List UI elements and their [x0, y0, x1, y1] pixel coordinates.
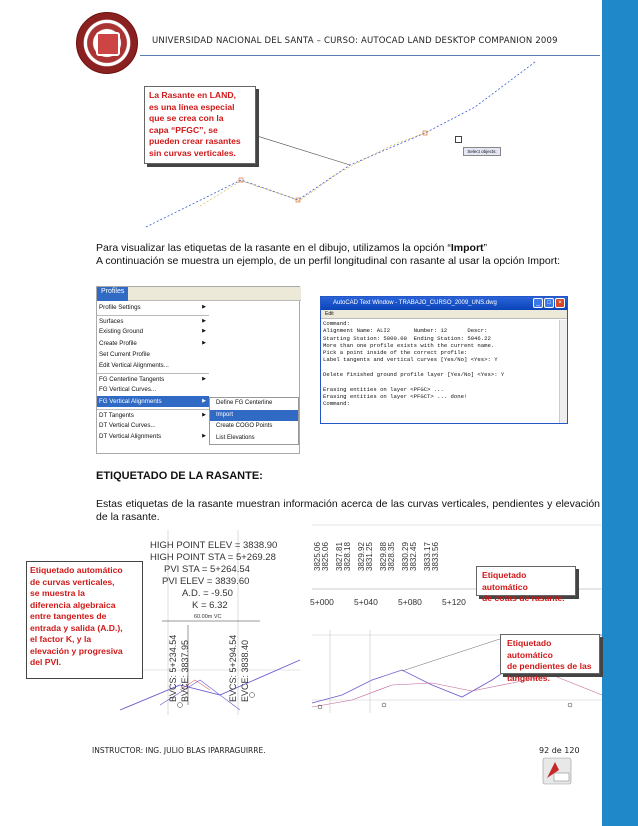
menu-item-label: Set Current Profile — [99, 350, 150, 358]
cota-label: 3830.29 — [401, 542, 410, 571]
menu-item-label: FG Vertical Alignments — [99, 397, 162, 405]
chevron-right-icon: ▶ — [202, 376, 206, 383]
curve-label: PVI ELEV = 3839.60 — [162, 576, 250, 587]
curve-label: PVI STA = 5+264.54 — [164, 564, 250, 575]
evc-point — [250, 693, 255, 698]
callout-line: elevación y progresiva — [30, 645, 123, 656]
etiquetado-paragraph: Estas etiquetas de la rasante muestran información acerca de las curvas verticales, pendientes y elevación de la rasante. — [96, 498, 600, 523]
cota-label: 3829.88 — [379, 542, 388, 571]
submenu-item[interactable]: Import — [210, 410, 298, 422]
menu-item[interactable] — [97, 431, 209, 442]
callout-line: Etiquetado automático — [30, 565, 123, 575]
text-window-title: AutoCAD Text Window - TRABAJO_CURSO_2009_UNS.dwg — [333, 300, 497, 306]
cota-label: 3833.56 — [431, 542, 440, 571]
callout-line: diferencia algebraica — [30, 599, 116, 610]
evce-label: EVCE: 3838.40 — [240, 639, 250, 702]
chevron-right-icon: ▶ — [202, 339, 206, 346]
menu-item-label: FG Vertical Curves... — [99, 386, 157, 394]
callout-line: Etiquetado automático — [507, 638, 553, 660]
text-window-titlebar — [321, 297, 567, 310]
callout-line: de cotas de rasante. — [482, 593, 565, 603]
menu-item-label: Surfaces — [99, 318, 124, 326]
footer-instructor: INSTRUCTOR: ING. JULIO BLAS IPARRAGUIRRE. — [92, 746, 266, 755]
menu-item-label: DT Vertical Curves... — [99, 421, 156, 429]
callout-line: es una línea especial — [149, 101, 235, 112]
header-title: UNIVERSIDAD NACIONAL DEL SANTA – CURSO: AUTOCAD LAND DESKTOP COMPANION 2009 — [152, 36, 558, 46]
university-logo — [76, 12, 138, 74]
callout-cotas — [476, 566, 576, 603]
fg-vertical-submenu — [209, 397, 299, 445]
submenu-item[interactable]: Create COGO Points — [216, 423, 273, 429]
curve-label: HIGH POINT STA = 5+269.28 — [150, 552, 276, 563]
callout-line: del PVI. — [30, 657, 62, 667]
callout-pendientes — [500, 634, 600, 683]
text-window-line — [323, 378, 559, 385]
bvcs-label: BVCS: 5+234.54 — [168, 634, 178, 702]
menu-item-label: DT Tangents — [99, 411, 134, 419]
menu-item[interactable] — [97, 409, 209, 420]
text-window-line: Alignment Name: ALI2 Number: 12 Descr: — [323, 327, 488, 335]
text-window-line: Starting Station: 5000.00 Ending Station: 5046.22 — [323, 334, 491, 342]
callout-line: Etiquetado automático — [482, 570, 528, 592]
profiles-menu-screenshot — [96, 286, 300, 454]
para-line: Para visualizar las etiquetas de la rasante en el dibujo, utilizamos la opción “Import” — [96, 242, 488, 254]
text-window-line: Pick a point inside of the correct profile: — [323, 349, 468, 357]
point-marker — [568, 703, 572, 707]
submenu-item[interactable]: Define FG Centerline — [216, 400, 273, 406]
cota-label: 3827.81 — [335, 542, 344, 571]
callout-line: de curvas verticales, — [30, 576, 115, 587]
text-window-output — [323, 320, 559, 415]
import-keyword: Import — [450, 242, 484, 254]
text-window-line — [323, 364, 559, 371]
text-window-line: Command: — [323, 400, 350, 408]
menu-item[interactable] — [97, 420, 209, 431]
logo-shield-icon — [96, 32, 120, 56]
evcs-label: EVCS: 5+294.54 — [228, 634, 238, 702]
text-window-menubar — [321, 310, 567, 319]
callout-line: La Rasante en LAND, — [149, 90, 236, 100]
profile-line — [120, 660, 300, 710]
autocad-text-window — [320, 296, 568, 424]
menu-item-label: DT Vertical Alignments — [99, 433, 162, 441]
menu-item[interactable] — [97, 384, 209, 395]
cota-label: 3832.45 — [409, 542, 418, 571]
callout-rasante — [144, 86, 256, 164]
curve-label: K = 6.32 — [192, 600, 228, 611]
station-label: 5+000 — [310, 597, 334, 607]
chevron-right-icon: ▶ — [202, 328, 206, 335]
menu-item[interactable] — [97, 326, 209, 337]
vc-length-label: 60.00m VC — [194, 614, 222, 620]
menu-item-label: Profile Settings — [99, 304, 141, 311]
callout-line: de pendientes de las — [507, 661, 592, 671]
menu-item[interactable] — [97, 338, 209, 349]
curve-label: HIGH POINT ELEV = 3838.90 — [150, 540, 278, 551]
vertical-curve-profile — [120, 530, 300, 715]
callout-line: el factor K, y la — [30, 634, 92, 644]
station-label: 5+080 — [398, 597, 422, 607]
cota-label: 3825.06 — [321, 542, 330, 571]
menu-item[interactable] — [97, 315, 209, 326]
maximize-button[interactable]: □ — [544, 298, 554, 308]
station-label: 5+040 — [354, 597, 378, 607]
text-window-line: Delete finished ground profile layer [Yes/No] <Yes>: Y — [323, 371, 505, 379]
text-window-line: Erasing entities on layer <PFGCT> ... done! — [323, 392, 468, 400]
cota-label: 3831.25 — [365, 542, 374, 571]
station-label: 5+120 — [442, 597, 466, 607]
menu-profiles[interactable]: Profiles — [97, 287, 128, 301]
profiles-menu-list — [97, 302, 209, 442]
callout-line: tangentes. — [507, 672, 550, 683]
menu-item-label: Create Profile — [99, 339, 137, 347]
chevron-right-icon: ▶ — [202, 411, 206, 418]
menu-item-label: Existing Ground — [99, 328, 144, 336]
station-labels — [310, 597, 466, 607]
chevron-right-icon: ▶ — [202, 433, 206, 440]
cota-label: 3829.92 — [357, 542, 366, 571]
chevron-right-icon: ▶ — [202, 304, 206, 310]
menu-item[interactable] — [97, 396, 209, 407]
scrollbar[interactable] — [559, 320, 567, 423]
bvc-point — [178, 703, 183, 708]
menu-item[interactable] — [97, 349, 209, 360]
callout-leader — [402, 635, 512, 671]
menu-item[interactable] — [97, 302, 209, 313]
page-number: 92 de 120 — [539, 746, 580, 755]
menu-item[interactable] — [97, 360, 209, 371]
callout-leader — [254, 135, 350, 165]
point-marker — [382, 703, 386, 707]
cota-labels — [313, 542, 440, 571]
para-line: A continuación se muestra un ejemplo, de un perfil longitudinal con rasante al usar la opción Import: — [96, 255, 561, 267]
side-band — [602, 0, 638, 826]
callout-curvas-verticales — [26, 561, 143, 679]
chevron-right-icon: ▶ — [202, 397, 206, 404]
minimize-button[interactable]: _ — [533, 298, 543, 308]
intro-paragraph — [96, 242, 600, 268]
menu-item[interactable] — [97, 373, 209, 384]
cota-label: 3825.06 — [313, 542, 322, 571]
window-controls — [533, 298, 565, 308]
menu-edit[interactable]: Edit — [325, 311, 334, 317]
curve-label: A.D. = -9.50 — [182, 588, 233, 599]
callout-line: capa “PFGC”, se — [149, 124, 218, 135]
text-window-line: Label tangents and vertical curves [Yes/No] <Yes>: Y — [323, 356, 498, 364]
cota-label: 3833.17 — [423, 542, 432, 571]
text-window-line: Command: — [323, 320, 350, 327]
bvce-label: BVCE: 3837.95 — [180, 639, 190, 702]
text-window-line: More than one profile exists with the current name. — [323, 341, 495, 349]
text-window-line: Erasing entities on layer <PFGC> ... — [323, 385, 444, 393]
select-objects-tooltip: Select objects: — [463, 147, 501, 156]
close-button[interactable]: × — [555, 298, 565, 308]
submenu-item[interactable]: List Elevations — [216, 434, 255, 441]
selection-box — [455, 136, 462, 143]
callout-line: sin curvas verticales. — [149, 147, 236, 158]
cota-label: 3828.35 — [387, 542, 396, 571]
chevron-right-icon: ▶ — [202, 318, 206, 325]
header-rule — [140, 55, 600, 56]
callout-line: entre tangentes de — [30, 611, 107, 621]
section-heading: ETIQUETADO DE LA RASANTE: — [96, 470, 263, 482]
cota-label: 3828.18 — [343, 542, 352, 571]
menu-item-label: Edit Vertical Alignments... — [99, 361, 169, 369]
callout-line: entrada y salida (A.D.), — [30, 622, 123, 633]
callout-line: se muestra la — [30, 588, 85, 598]
menu-bar — [97, 287, 301, 301]
callout-line: que se crea con la — [149, 113, 224, 123]
callout-line: pueden crear rasantes — [149, 136, 241, 146]
land-desktop-logo-icon — [543, 758, 571, 784]
menu-item-label: FG Centerline Tangents — [99, 376, 165, 384]
